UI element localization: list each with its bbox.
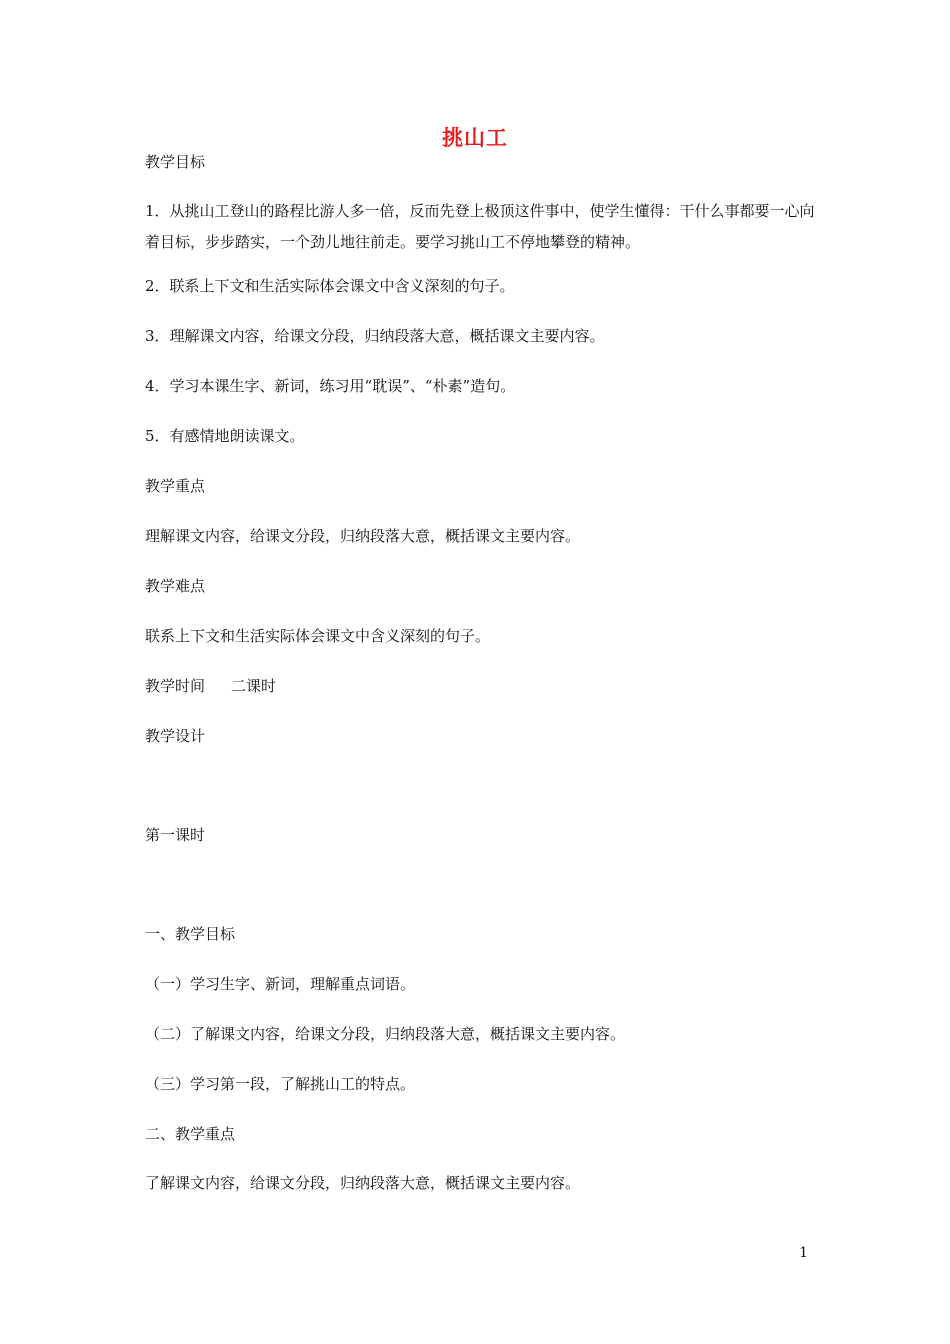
objective-item-4: 4．学习本课生字、新词，练习用“耽误”、“朴素”造句。	[145, 377, 516, 395]
section-heading-design: 教学设计	[145, 727, 206, 745]
difficulty-text: 联系上下文和生活实际体会课文中含义深刻的句子。	[145, 627, 491, 645]
section-heading-key-point: 教学重点	[145, 477, 206, 495]
objective-item-2: 2．联系上下文和生活实际体会课文中含义深刻的句子。	[145, 277, 515, 295]
teaching-time-value: 二课时	[231, 677, 277, 695]
teaching-time-label: 教学时间	[145, 677, 206, 695]
objective-item-5: 5．有感情地朗读课文。	[145, 427, 305, 445]
lesson-heading: 第一课时	[145, 826, 206, 844]
subsection-heading-key-point: 二、教学重点	[145, 1125, 236, 1143]
lesson-objective-2: （二）了解课文内容，给课文分段，归纳段落大意，概括课文主要内容。	[145, 1025, 626, 1043]
section-heading-difficulty: 教学难点	[145, 577, 206, 595]
section-heading-objectives: 教学目标	[145, 153, 206, 171]
teaching-time-row	[145, 674, 815, 699]
lesson-objective-3: （三）学习第一段，了解挑山工的特点。	[145, 1075, 416, 1093]
page-number: 1	[799, 1245, 808, 1261]
key-point-text: 理解课文内容，给课文分段，归纳段落大意，概括课文主要内容。	[145, 527, 581, 545]
lesson-key-point-text: 了解课文内容，给课文分段，归纳段落大意，概括课文主要内容。	[145, 1174, 581, 1192]
lesson-objective-1: （一）学习生字、新词，理解重点词语。	[145, 975, 416, 993]
objective-item-1: 1．从挑山工登山的路程比游人多一倍，反而先登上极顶这件事中，使学生懂得：干什么事都要一心向着目标，步步踏实，一个劲儿地往前走。要学习挑山工不停地攀登的精神。	[145, 202, 815, 251]
objective-item-3: 3．理解课文内容，给课文分段，归纳段落大意，概括课文主要内容。	[145, 327, 605, 345]
document-title: 挑山工	[442, 126, 508, 150]
subsection-heading-objectives: 一、教学目标	[145, 925, 236, 943]
